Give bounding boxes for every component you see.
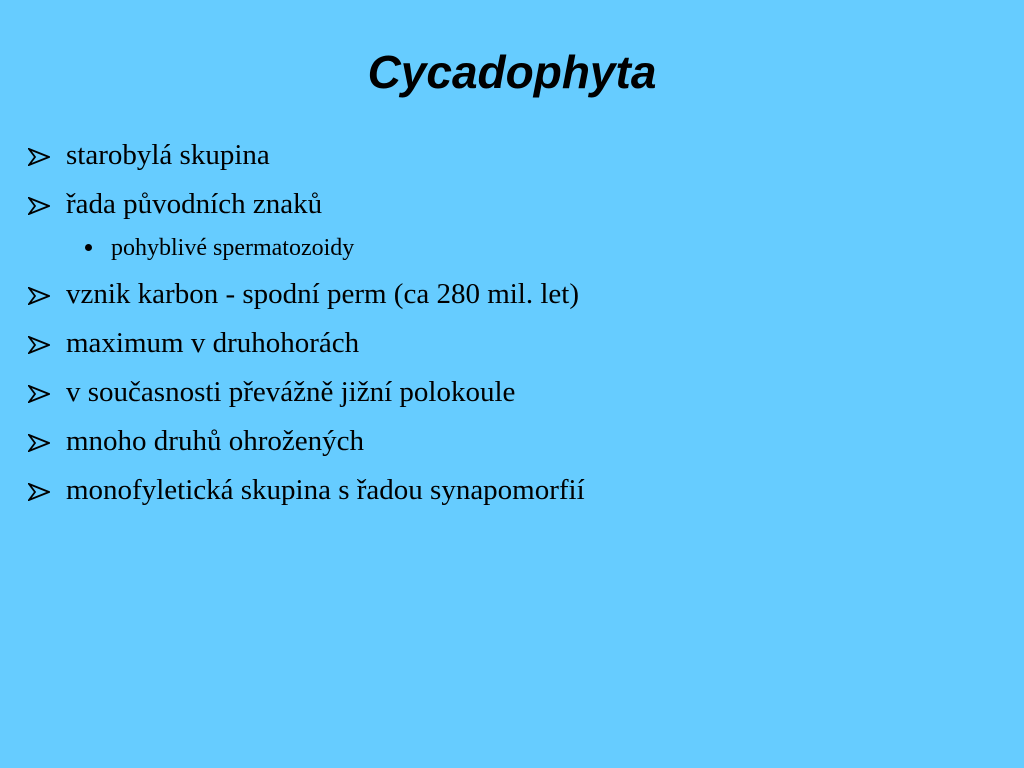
bullet-item [28,180,988,229]
arrow-bullet-icon [28,483,50,501]
slide-title: Cycadophyta [367,46,657,98]
bullet-text: řada původních znaků [66,188,323,220]
arrow-bullet-icon [28,148,50,166]
dot-bullet-icon [85,244,92,251]
arrow-bullet-icon [28,434,50,452]
bullet-text: starobylá skupina [66,139,270,171]
bullet-item [28,466,988,515]
bullet-text: maximum v druhohorách [66,327,360,359]
bullet-text: mnoho druhů ohrožených [66,425,364,457]
bullet-item [28,270,988,319]
arrow-bullet-icon [28,336,50,354]
arrow-bullet-icon [28,287,50,305]
arrow-bullet-icon [28,197,50,215]
bullet-item [28,319,988,368]
bullet-item [28,417,988,466]
sub-bullet-item [28,229,988,270]
bullet-text: vznik karbon - spodní perm (ca 280 mil. let) [66,278,580,310]
bullet-item [28,368,988,417]
bullet-text: v současnosti převážně jižní polokoule [66,376,516,408]
arrow-bullet-icon [28,385,50,403]
bullet-list [28,131,988,515]
bullet-item [28,131,988,180]
sub-bullet-text: pohyblivé spermatozoidy [111,235,355,261]
bullet-text: monofyletická skupina s řadou synapomorfií [66,474,585,506]
